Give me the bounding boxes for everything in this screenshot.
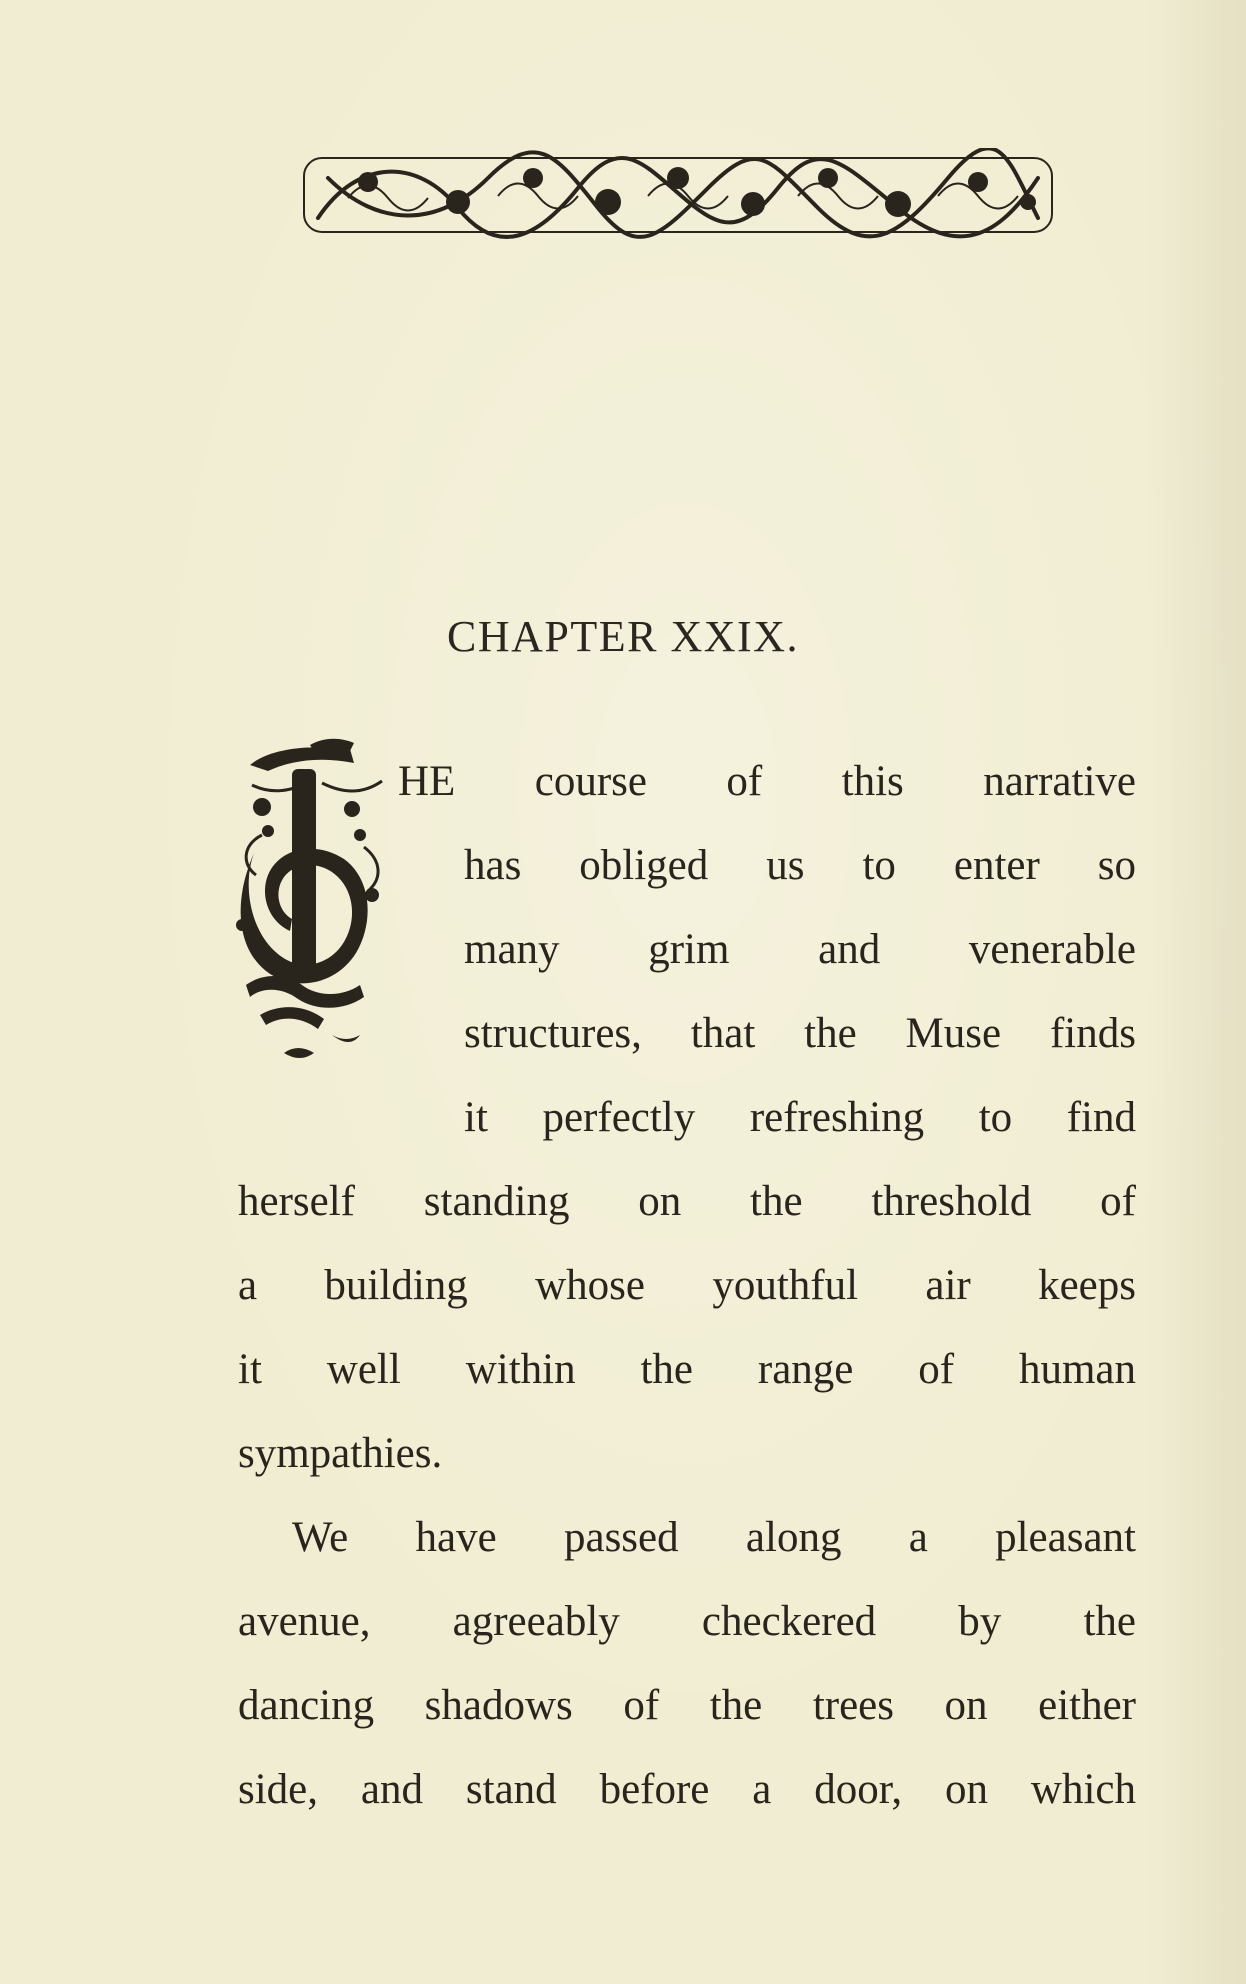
text-line: a building whose youthful air keeps	[238, 1262, 1136, 1309]
text-line: it well within the range of human	[238, 1346, 1136, 1393]
text-line: avenue, agreeably checkered by the	[238, 1598, 1136, 1645]
text-line: sympathies.	[238, 1430, 443, 1477]
drop-cap-letter-t-icon	[232, 735, 394, 1085]
text-line: We have passed along a pleasant	[292, 1514, 1136, 1561]
headpiece-ornament-icon	[298, 148, 1058, 242]
chapter-title: CHAPTER XXIX.	[447, 612, 799, 661]
text-line: dancing shadows of the trees on either	[238, 1682, 1136, 1729]
text-line: herself standing on the threshold of	[238, 1178, 1136, 1225]
text-line: HE course of this narrative	[398, 758, 1136, 805]
text-line: many grim and venerable	[464, 926, 1136, 973]
text-line: has obliged us to enter so	[464, 842, 1136, 889]
text-line: it perfectly refreshing to find	[464, 1094, 1136, 1141]
text-line: structures, that the Muse finds	[464, 1010, 1136, 1057]
text-line: side, and stand before a door, on which	[238, 1766, 1136, 1813]
